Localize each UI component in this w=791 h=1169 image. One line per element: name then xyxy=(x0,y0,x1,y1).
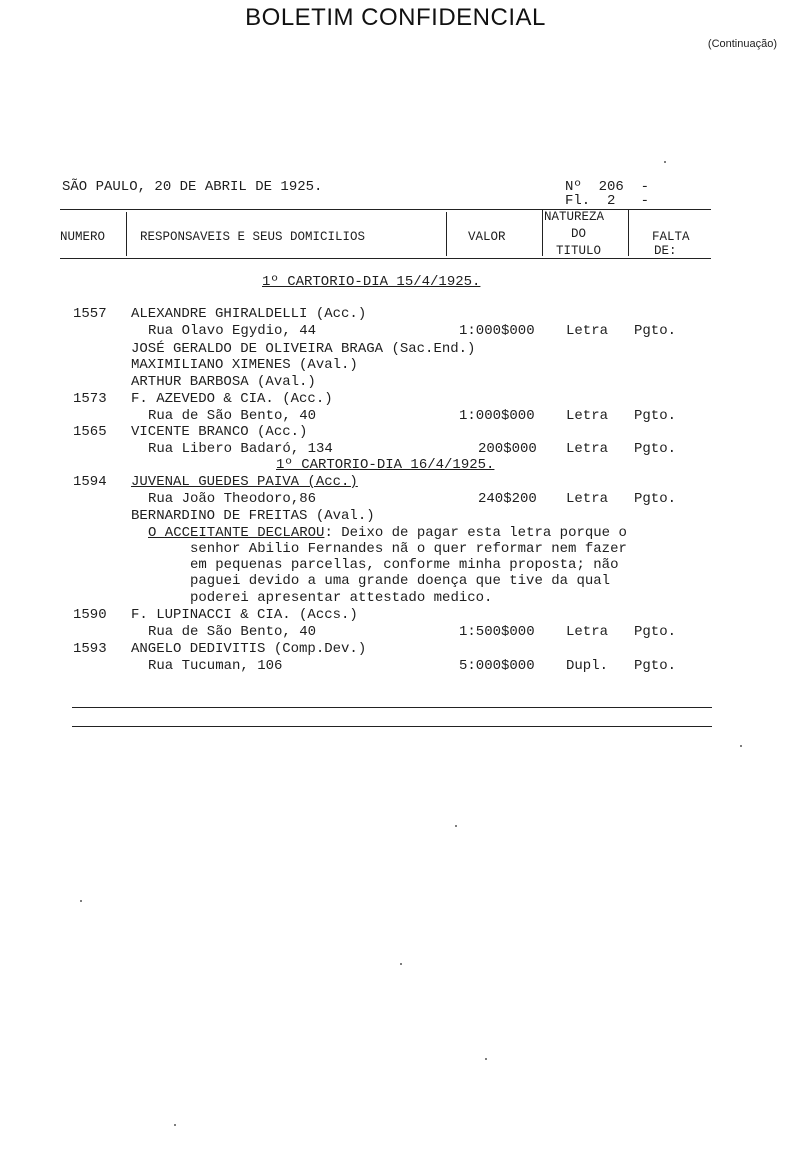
scan-speck xyxy=(485,1058,487,1060)
declaration-text: : Deixo de pagar esta letra porque o xyxy=(324,525,627,541)
entry-number: 1557 xyxy=(73,306,107,322)
declaration-line: poderei apresentar attestado medico. xyxy=(190,590,493,606)
column-header-falta: FALTA xyxy=(652,230,690,244)
entry-name: ARTHUR BARBOSA (Aval.) xyxy=(131,374,316,390)
entry-address: Rua Tucuman, 106 xyxy=(148,658,283,674)
column-header-numero: NUMERO xyxy=(60,230,106,244)
column-header-valor: VALOR xyxy=(468,230,506,244)
bulletin-number: Nº 206 - xyxy=(565,179,650,195)
column-header-natureza: TITULO xyxy=(556,244,602,258)
entry-reason: Pgto. xyxy=(634,658,677,674)
declaration-line xyxy=(148,525,627,541)
entry-type: Letra xyxy=(566,323,609,339)
declaration-line: senhor Abilio Fernandes nã o quer reformar nem fazer xyxy=(190,541,627,557)
entry-reason: Pgto. xyxy=(634,323,677,339)
place-date: SÃO PAULO, 20 DE ABRIL DE 1925. xyxy=(62,179,323,195)
entry-value: 1:000$000 xyxy=(459,408,535,424)
scan-speck xyxy=(740,745,742,747)
section-heading: 1º CARTORIO-DIA 16/4/1925. xyxy=(276,457,495,473)
entry-number: 1594 xyxy=(73,474,107,490)
column-divider xyxy=(542,209,543,256)
column-divider xyxy=(126,212,127,256)
entry-name: ANGELO DEDIVITIS (Comp.Dev.) xyxy=(131,641,367,657)
entry-value: 1:500$000 xyxy=(459,624,535,640)
declaration-line: em pequenas parcellas, conforme minha proposta; não xyxy=(190,557,619,573)
column-divider xyxy=(446,212,447,256)
entry-name: BERNARDINO DE FREITAS (Aval.) xyxy=(131,508,375,524)
section-heading: 1º CARTORIO-DIA 15/4/1925. xyxy=(262,274,481,290)
entry-reason: Pgto. xyxy=(634,408,677,424)
entry-type: Dupl. xyxy=(566,658,609,674)
declaration-label: O ACCEITANTE DECLAROU xyxy=(148,525,325,541)
entry-name: MAXIMILIANO XIMENES (Aval.) xyxy=(131,357,358,373)
entry-address: Rua de São Bento, 40 xyxy=(148,624,317,640)
entry-value: 5:000$000 xyxy=(459,658,535,674)
entry-value: 240$200 xyxy=(478,491,537,507)
document-title: BOLETIM CONFIDENCIAL xyxy=(245,4,546,31)
entry-name: JOSÉ GERALDO DE OLIVEIRA BRAGA (Sac.End.) xyxy=(131,341,476,357)
entry-value: 200$000 xyxy=(478,441,537,457)
entry-name: F. AZEVEDO & CIA. (Acc.) xyxy=(131,391,333,407)
scan-speck xyxy=(174,1124,176,1126)
entry-reason: Pgto. xyxy=(634,441,677,457)
header-bottom-rule xyxy=(60,258,711,259)
column-header-falta: DE: xyxy=(654,244,677,258)
entry-address: Rua de São Bento, 40 xyxy=(148,408,317,424)
entry-address: Rua Libero Badaró, 134 xyxy=(148,441,333,457)
entry-value: 1:000$000 xyxy=(459,323,535,339)
entry-number: 1593 xyxy=(73,641,107,657)
entry-address: Rua João Theodoro,86 xyxy=(148,491,317,507)
entry-name: ALEXANDRE GHIRALDELLI (Acc.) xyxy=(131,306,367,322)
entry-type: Letra xyxy=(566,624,609,640)
entry-address: Rua Olavo Egydio, 44 xyxy=(148,323,317,339)
footer-rule xyxy=(72,726,712,727)
column-header-responsaveis: RESPONSAVEIS E SEUS DOMICILIOS xyxy=(140,230,366,244)
sheet-number: Fl. 2 - xyxy=(565,193,650,209)
entry-name: VICENTE BRANCO (Acc.) xyxy=(131,424,308,440)
column-header-natureza: DO xyxy=(571,227,587,241)
column-header-natureza: NATUREZA xyxy=(544,210,605,224)
scan-speck xyxy=(80,900,82,902)
entry-reason: Pgto. xyxy=(634,491,677,507)
scan-speck xyxy=(455,825,457,827)
entry-name: F. LUPINACCI & CIA. (Accs.) xyxy=(131,607,358,623)
entry-reason: Pgto. xyxy=(634,624,677,640)
scan-speck xyxy=(664,161,666,163)
entry-type: Letra xyxy=(566,491,609,507)
header-top-rule xyxy=(60,209,711,210)
entry-type: Letra xyxy=(566,441,609,457)
entry-type: Letra xyxy=(566,408,609,424)
footer-rule xyxy=(72,707,712,708)
entry-number: 1565 xyxy=(73,424,107,440)
continuation-label: (Continuação) xyxy=(707,38,777,50)
entry-name: JUVENAL GUEDES PAIVA (Acc.) xyxy=(131,474,358,490)
entry-number: 1590 xyxy=(73,607,107,623)
scan-speck xyxy=(400,963,402,965)
entry-number: 1573 xyxy=(73,391,107,407)
declaration-line: paguei devido a uma grande doença que tive da qual xyxy=(190,573,611,589)
column-divider xyxy=(628,209,629,256)
